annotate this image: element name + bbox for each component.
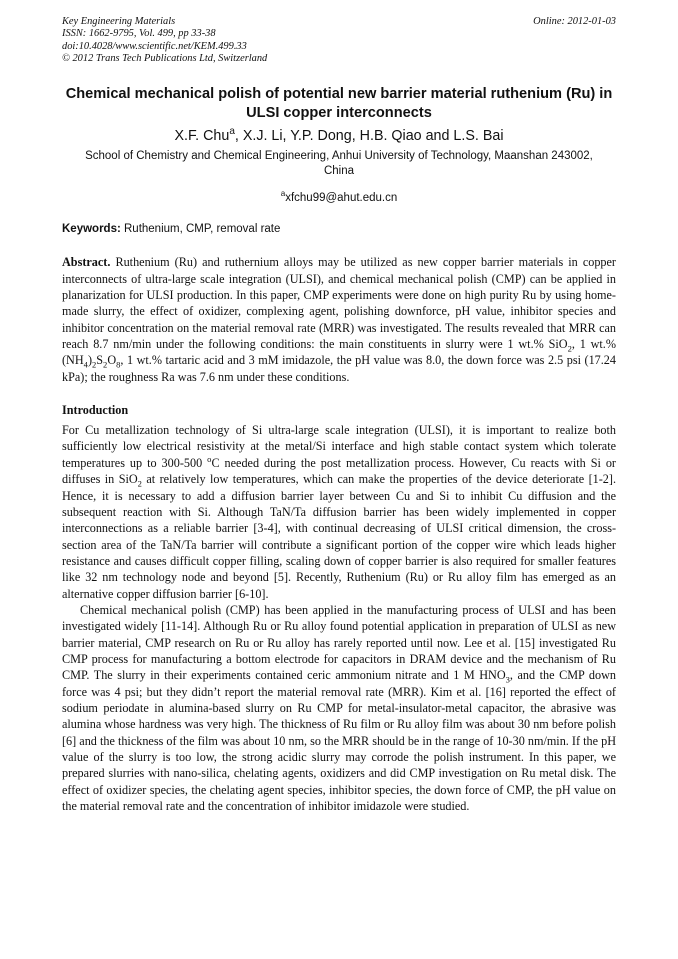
- keywords-text: Ruthenium, CMP, removal rate: [124, 223, 281, 236]
- abstract-text: O: [107, 353, 117, 368]
- subscript: 8: [116, 359, 121, 370]
- doi-line: doi:10.4028/www.scientific.net/KEM.499.33: [62, 40, 247, 52]
- subscript: 3: [505, 674, 510, 685]
- paper-title: Chemical mechanical polish of potential new barrier material ruthenium (Ru) in ULSI copper interconnects: [65, 86, 613, 122]
- paragraph-2: [62, 602, 616, 814]
- keywords-label: Keywords:: [62, 223, 121, 236]
- journal-header: [62, 16, 616, 65]
- online-date: Online: 2012-01-03: [533, 16, 616, 27]
- paragraph-text: , and the CMP down force was 4 psi; but they didn’t report the material removal rate (MRR). Kim et al. [16] reported the effect of sodium periodate in alumina-based slurry on Ru CMP for metal-insulator-metal capacitor, the abrasive was alumina whose hardness was very high. The thickness of Ru film or Ru alloy film was about 30 nm before polish [6] and the thickness of the film was about 10 nm, so the MRR should be in the range of 10-30 nm/min. If the pH value of the slurry is too low, the strong acidic slurry may corrode the polish instrument. In this paper, we prepared slurries with nano-silica, chelating agents, oxidizers and did CMP investigation on Ru metal disk. The effect of oxidizer species, the chelating agent species, inhibitor species, the down force of CMP, the pH value on the material removal rate and the concentration of inhibitor imidazole were studied.: [62, 668, 616, 814]
- abstract-text: Ruthenium (Ru) and ruthernium alloys may be utilized as new copper barrier materials in copper interconnects of ultra-large scale integration (ULSI), and chemical mechanical polish (CMP) can be applied in planarization for ULSI production. In this paper, CMP experiments were done on high purity Ru by using home-made slurry, the effect of oxidizer, complexing agent, polishing downforce, pH value, inhibitor species and inhibitor concentration on the material removal rate (MRR) was investigated. The results revealed that MRR can reach 8.7 nm/min under the following conditions: the main constituents in slurry were 1 wt.% SiO: [62, 255, 616, 352]
- subscript: 2: [92, 359, 97, 370]
- affiliation: School of Chemistry and Chemical Engineering, Anhui University of Technology, Maanshan 243002, China: [85, 150, 593, 177]
- author-email: [62, 191, 616, 205]
- superscript: o: [207, 453, 212, 464]
- section-heading-introduction: Introduction: [62, 403, 129, 418]
- paragraph-text: C needed during the post metallization process. However, Cu reacts with Si or diffuses in SiO: [62, 455, 616, 487]
- subscript: 2: [137, 478, 142, 489]
- email-address: xfchu99@ahut.edu.cn: [285, 192, 398, 205]
- abstract-label: Abstract.: [62, 255, 111, 270]
- abstract-text: S: [96, 353, 104, 368]
- abstract-text: , 1 wt.% tartaric acid and 3 mM imidazole, the pH value was 8.0, the down force was 2.5 psi (17.24 kPa); the roughness Ra was 7.6 nm under these conditions.: [62, 353, 616, 384]
- keywords: [62, 222, 616, 236]
- subscript: 2: [567, 343, 572, 354]
- subscript: 2: [103, 359, 108, 370]
- issn-line: ISSN: 1662-9795, Vol. 499, pp 33-38: [62, 28, 216, 40]
- other-authors: , X.J. Li, Y.P. Dong, H.B. Qiao and L.S. Bai: [234, 128, 504, 145]
- abstract-text: , 1 wt.% (NH: [62, 337, 616, 368]
- abstract: [62, 254, 616, 385]
- paragraph-text: For Cu metallization technology of Si ultra-large scale integration (ULSI), it is important to realize both sufficiently low electrical resistivity at the metal/Si interface and high stable contact system which tolerate temperatures up to 300-500: [62, 423, 616, 470]
- introduction-body: [62, 422, 616, 814]
- paragraph-1: [62, 422, 616, 602]
- first-author: X.F. Chu: [174, 128, 230, 145]
- journal-name: Key Engineering Materials: [62, 16, 176, 27]
- subscript: 4: [83, 359, 88, 370]
- paragraph-text: Chemical mechanical polish (CMP) has been applied in the manufacturing process of ULSI and has been investigated widely [11-14]. Although Ru or Ru alloy found potential application in preparation of ULSI as new barrier material, CMP research on Ru or Ru alloy has rarely reported until now. Lee et al. [15] investigated Ru CMP process for manufacturing a bottom electrode for capacitors in DRAM device and the mechanism of Ru CMP. The slurry in their experiments contained ceric ammonium nitrate and 1 M HNO: [62, 602, 616, 683]
- email-mark: a: [280, 189, 286, 199]
- abstract-text: ): [87, 353, 92, 368]
- author-affiliation-mark: a: [229, 126, 235, 138]
- author-list: [62, 127, 616, 146]
- paragraph-text: at relatively low temperatures, which can make the properties of the device deteriorate [1-2]. Hence, it is necessary to add a diffusion barrier layer between Cu and Si to inhibit Cu diffusion and the subsequent reaction with Si. Although TaN/Ta diffusion barrier has been widely implemented in copper interconnections as a reliable barrier [3-4], with continual decreasing of ULSI critical dimension, the cross-section area of the TaN/Ta barrier will contribute a significant portion of the copper wire which leads higher resistance and causes difficult copper filling, scaling down of copper barrier is also required for smaller features like 32 nm technology node and beyond [5]. Recently, Ruthenium (Ru) or Ru alloy film has emerged as an alternative copper diffusion barrier [6-10].: [62, 472, 617, 601]
- copyright-line: © 2012 Trans Tech Publications Ltd, Switzerland: [62, 52, 268, 64]
